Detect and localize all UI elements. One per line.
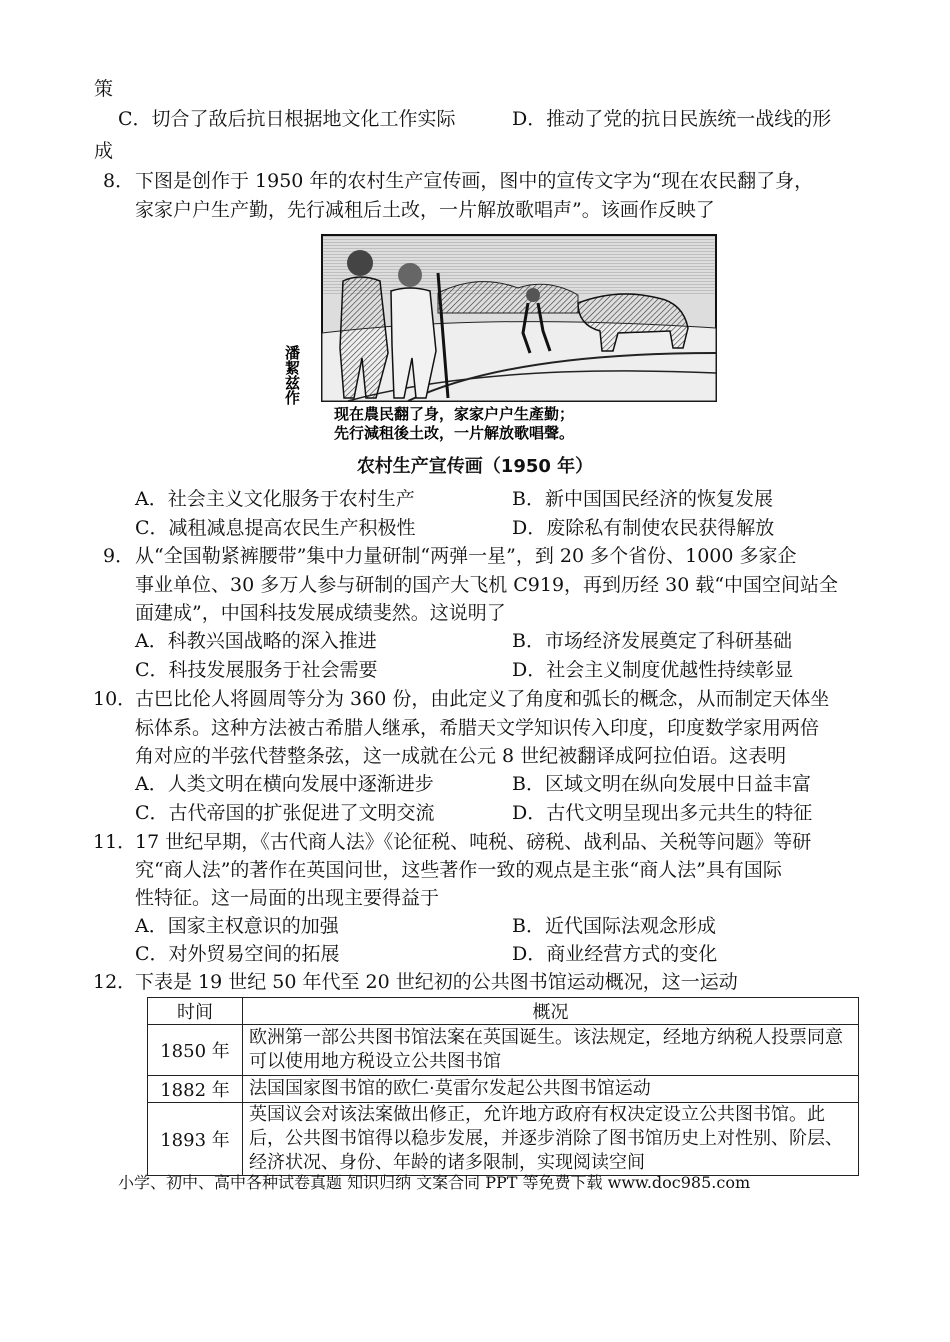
question-text: 性特征。这一局面的出现主要得益于 [135,887,440,909]
table-row [148,1076,859,1103]
question-number: 12． [93,971,137,993]
row-description: 法国国家图书馆的欧仁·莫雷尔发起公共图书馆运动 [243,1076,859,1103]
question-number: 8． [103,170,135,192]
option-b: B．市场经济发展奠定了科研基础 [512,630,792,652]
page-footer: 小学、初中、高中各种试卷真题 知识归纳 文案合同 PPT 等免费下载 www.doc985.com [118,1173,751,1192]
table-row [148,1025,859,1076]
question-text: 究“商人法”的著作在英国问世，这些著作一致的观点是主张“商人法”具有国际 [135,859,782,881]
row-year: 1850 年 [148,1025,243,1076]
option-c: C．科技发展服务于社会需要 [135,659,378,681]
poster-slogan-1: 现在農民翻了身，家家户户生產勤； [334,405,575,423]
column-header-overview: 概况 [243,998,859,1025]
option-c: C．切合了敌后抗日根据地文化工作实际 [118,108,456,130]
option-b: B．新中国国民经济的恢复发展 [512,488,773,510]
question-text: 下表是 19 世纪 50 年代至 20 世纪初的公共图书馆运动概况，这一运动 [135,971,738,993]
option-d: D．废除私有制使农民获得解放 [512,517,775,539]
option-d: D．商业经营方式的变化 [512,943,718,965]
question-text: 事业单位、30 多万人参与研制的国产大飞机 C919，再到历经 30 载“中国空间站全 [135,574,839,596]
question-text: 面建成”，中国科技发展成绩斐然。这说明了 [135,602,506,624]
question-text: 标体系。这种方法被古希腊人继承，希腊天文学知识传入印度，印度数学家用两倍 [135,717,820,739]
poster-slogan-2: 先行減租後土改，一片解放歌唱聲。 [334,424,575,442]
row-description: 英国议会对该法案做出修正，允许地方政府有权决定设立公共图书馆。此后，公共图书馆得以稳步发展，并逐步消除了图书馆历史上对性别、阶层、经济状况、身份、年龄的诸多限制，实现阅读空间 [243,1103,859,1176]
artist-signature: 潘絜兹作 [283,345,301,405]
option-a: A．社会主义文化服务于农村生产 [135,488,415,510]
row-year: 1893 年 [148,1103,243,1176]
option-a: A．国家主权意识的加强 [135,915,339,937]
question-number: 10． [93,688,137,710]
table-header-row [148,998,859,1025]
option-d: D．古代文明呈现出多元共生的特征 [512,802,813,824]
option-c: C．古代帝国的扩张促进了文明交流 [135,802,435,824]
option-a: A．科教兴国战略的深入推进 [135,630,377,652]
question-number: 11． [93,831,137,853]
option-b: B．近代国际法观念形成 [512,915,716,937]
question-text: 下图是创作于 1950 年的农村生产宣传画，图中的宣传文字为“现在农民翻了身， [135,170,814,192]
option-c: C．减租减息提高农民生产积极性 [135,517,416,539]
option-c: C．对外贸易空间的拓展 [135,943,340,965]
text-line: 成 [94,140,114,162]
question-text: 从“全国勒紧裤腰带”集中力量研制“两弹一星”，到 20 多个省份、1000 多家企 [135,545,797,567]
column-header-time: 时间 [148,998,243,1025]
library-movement-table [147,997,859,1176]
table-row [148,1103,859,1176]
option-a: A．人类文明在横向发展中逐渐进步 [135,773,434,795]
question-text: 角对应的半弦代替整条弦，这一成就在公元 8 世纪被翻译成阿拉伯语。这表明 [135,745,787,767]
text-line: 策 [94,78,114,100]
question-text: 17 世纪早期，《古代商人法》《论征税、吨税、磅税、战利品、关税等问题》等研 [135,831,812,853]
option-b: B．区域文明在纵向发展中日益丰富 [512,773,811,795]
row-description: 欧洲第一部公共图书馆法案在英国诞生。该法规定，经地方纳税人投票同意可以使用地方税设立公共图书馆 [243,1025,859,1076]
option-d: D．推动了党的抗日民族统一战线的形 [512,108,832,130]
poster-caption: 农村生产宣传画（1950 年） [356,456,594,477]
propaganda-poster-image [283,233,720,443]
row-year: 1882 年 [148,1076,243,1103]
option-d: D．社会主义制度优越性持续彰显 [512,659,794,681]
question-text: 家家户户生产勤，先行减租后土改，一片解放歌唱声”。该画作反映了 [135,199,715,221]
question-number: 9． [103,545,135,567]
question-text: 古巴比伦人将圆周等分为 360 份，由此定义了角度和弧长的概念，从而制定天体坐 [135,688,830,710]
